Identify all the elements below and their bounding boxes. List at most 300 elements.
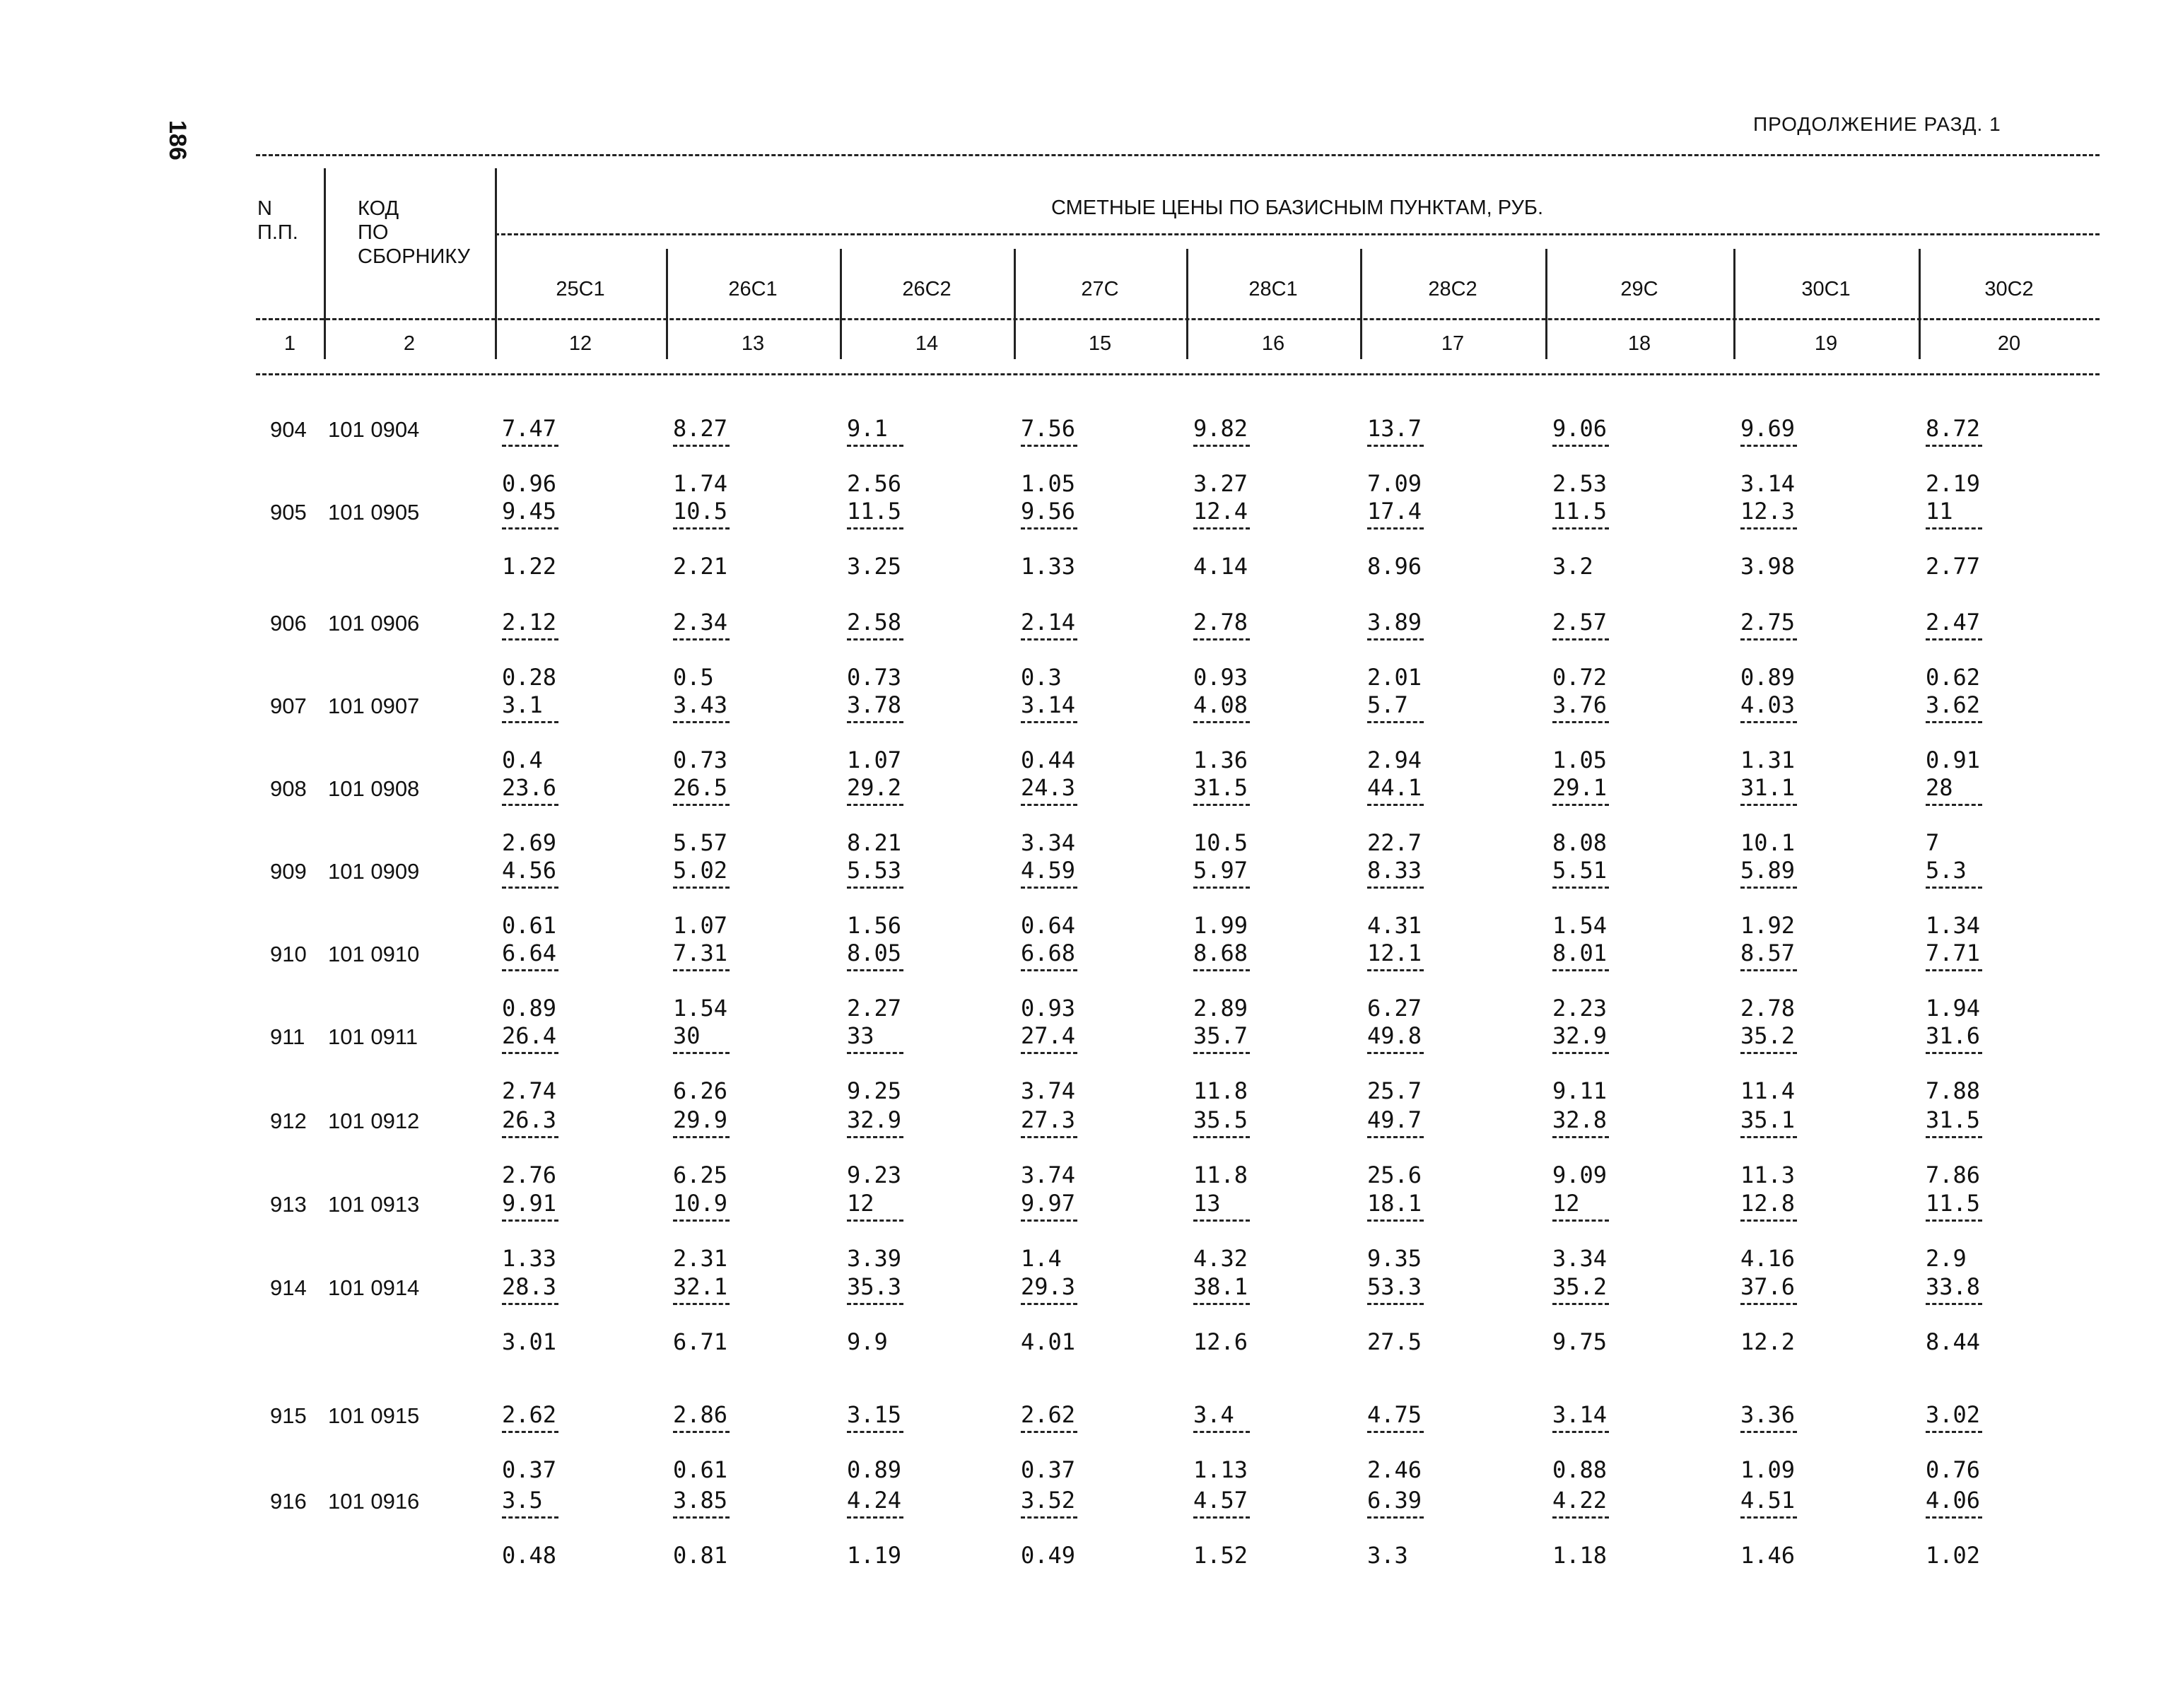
price-numerator: 12.4: [1193, 498, 1248, 525]
price-numerator: 11.5: [1926, 1190, 1981, 1217]
price-denominator: 1.09: [1740, 1456, 1796, 1483]
fraction-line: [1367, 1303, 1424, 1305]
price-numerator: 10.5: [673, 498, 728, 525]
fraction-line: [502, 1431, 558, 1433]
price-numerator: 3.15: [847, 1401, 902, 1428]
page-number: 186: [164, 120, 191, 160]
price-numerator: 24.3: [1021, 774, 1076, 801]
fraction-line: [1552, 804, 1609, 806]
fraction-line: [1021, 527, 1077, 530]
fraction-line: [673, 638, 730, 640]
price-denominator: 0.88: [1552, 1456, 1608, 1483]
fraction-line: [673, 1303, 730, 1305]
fraction-line: [1740, 445, 1797, 447]
price-numerator: 29.1: [1552, 774, 1608, 801]
price-denominator: 1.07: [847, 747, 902, 773]
price-denominator: 3.34: [1552, 1245, 1608, 1272]
row-code: 101 0916: [328, 1489, 420, 1514]
price-denominator: 2.46: [1367, 1456, 1422, 1483]
price-denominator: 2.53: [1552, 470, 1608, 497]
price-numerator: 11.5: [1552, 498, 1608, 525]
price-numerator: 8.72: [1926, 415, 1981, 442]
price-numerator: 3.4: [1193, 1401, 1234, 1428]
fraction-line: [847, 969, 903, 971]
price-denominator: 0.93: [1193, 664, 1248, 691]
fraction-line: [1367, 1052, 1424, 1054]
price-numerator: 12: [1552, 1190, 1580, 1217]
price-numerator: 3.14: [1552, 1401, 1608, 1428]
column-header-5: 28С1: [1248, 278, 1298, 300]
price-numerator: 6.68: [1021, 940, 1076, 966]
price-denominator: 2.9: [1926, 1245, 1967, 1272]
fraction-line: [1552, 445, 1609, 447]
price-denominator: 0.73: [673, 747, 728, 773]
price-numerator: 2.62: [1021, 1401, 1076, 1428]
price-numerator: 38.1: [1193, 1273, 1248, 1300]
fraction-line: [1740, 969, 1797, 971]
fraction-line: [502, 638, 558, 640]
price-numerator: 33: [847, 1022, 874, 1049]
fraction-line: [1021, 445, 1077, 447]
price-denominator: 3.27: [1193, 470, 1248, 497]
price-numerator: 4.24: [847, 1487, 902, 1514]
price-numerator: 13.7: [1367, 415, 1422, 442]
price-denominator: 2.19: [1926, 470, 1981, 497]
fraction-line: [1367, 1219, 1424, 1222]
fraction-line: [1552, 887, 1609, 889]
row-number: 914: [270, 1275, 307, 1300]
price-numerator: 11: [1926, 498, 1953, 525]
price-numerator: 3.43: [673, 691, 728, 718]
price-denominator: 1.07: [673, 912, 728, 939]
price-numerator: 9.82: [1193, 415, 1248, 442]
price-numerator: 4.06: [1926, 1487, 1981, 1514]
header-code-label: КОД ПО СБОРНИКУ: [358, 197, 470, 268]
price-numerator: 9.91: [502, 1190, 557, 1217]
price-numerator: 35.2: [1740, 1022, 1796, 1049]
price-numerator: 8.27: [673, 415, 728, 442]
price-denominator: 10.5: [1193, 829, 1248, 856]
price-denominator: 0.73: [847, 664, 902, 691]
fraction-line: [1552, 969, 1609, 971]
fraction-line: [1193, 1219, 1250, 1222]
index-cell-11: 20: [1997, 332, 2021, 355]
fraction-line: [1926, 445, 1982, 447]
price-denominator: 2.01: [1367, 664, 1422, 691]
price-denominator: 0.28: [502, 664, 557, 691]
fraction-line: [1552, 1431, 1609, 1433]
price-numerator: 26.4: [502, 1022, 557, 1049]
index-cell-2: 2: [403, 332, 416, 355]
price-denominator: 10.1: [1740, 829, 1796, 856]
fraction-line: [1740, 1052, 1797, 1054]
price-denominator: 0.64: [1021, 912, 1076, 939]
fraction-line: [673, 887, 730, 889]
fraction-line: [1021, 1431, 1077, 1433]
row-number: 911: [270, 1024, 305, 1049]
price-denominator: 0.62: [1926, 664, 1981, 691]
price-denominator: 1.36: [1193, 747, 1248, 773]
price-denominator: 2.94: [1367, 747, 1422, 773]
price-denominator: 1.34: [1926, 912, 1981, 939]
price-denominator: 2.31: [673, 1245, 728, 1272]
fraction-line: [1367, 1516, 1424, 1519]
price-numerator: 9.56: [1021, 498, 1076, 525]
price-numerator: 8.33: [1367, 857, 1422, 884]
price-numerator: 12.8: [1740, 1190, 1796, 1217]
price-numerator: 30: [673, 1022, 701, 1049]
price-numerator: 7.31: [673, 940, 728, 966]
fraction-line: [847, 1136, 903, 1138]
price-numerator: 31.1: [1740, 774, 1796, 801]
row-number: 913: [270, 1192, 307, 1217]
price-numerator: 28.3: [502, 1273, 557, 1300]
price-numerator: 32.8: [1552, 1106, 1608, 1133]
price-denominator: 8.44: [1926, 1328, 1981, 1355]
fraction-line: [1926, 969, 1982, 971]
fraction-line: [1552, 527, 1609, 530]
price-denominator: 1.19: [847, 1542, 902, 1569]
price-denominator: 0.37: [502, 1456, 557, 1483]
price-numerator: 4.03: [1740, 691, 1796, 718]
price-denominator: 25.7: [1367, 1077, 1422, 1104]
price-denominator: 2.74: [502, 1077, 557, 1104]
price-numerator: 4.59: [1021, 857, 1076, 884]
price-denominator: 9.11: [1552, 1077, 1608, 1104]
fraction-line: [1193, 1052, 1250, 1054]
index-cell-10: 19: [1814, 332, 1838, 355]
fraction-line: [1740, 638, 1797, 640]
price-denominator: 2.89: [1193, 995, 1248, 1022]
fraction-line: [847, 721, 903, 723]
price-denominator: 7.86: [1926, 1162, 1981, 1188]
price-numerator: 3.62: [1926, 691, 1981, 718]
row-code: 101 0914: [328, 1275, 420, 1300]
row-code: 101 0913: [328, 1192, 420, 1217]
fraction-line: [847, 1516, 903, 1519]
fraction-line: [1193, 527, 1250, 530]
row-code: 101 0907: [328, 694, 420, 718]
row-number: 906: [270, 611, 307, 636]
fraction-line: [502, 721, 558, 723]
row-number: 916: [270, 1489, 307, 1514]
fraction-line: [673, 1052, 730, 1054]
price-numerator: 32.9: [1552, 1022, 1608, 1049]
price-numerator: 31.6: [1926, 1022, 1981, 1049]
price-numerator: 35.3: [847, 1273, 902, 1300]
price-denominator: 4.16: [1740, 1245, 1796, 1272]
price-numerator: 4.22: [1552, 1487, 1608, 1514]
price-numerator: 31.5: [1193, 774, 1248, 801]
price-denominator: 1.02: [1926, 1542, 1981, 1569]
price-numerator: 12.3: [1740, 498, 1796, 525]
price-numerator: 2.62: [502, 1401, 557, 1428]
price-denominator: 0.91: [1926, 747, 1981, 773]
price-denominator: 1.31: [1740, 747, 1796, 773]
price-denominator: 3.39: [847, 1245, 902, 1272]
column-header-9: 30С2: [1984, 278, 2034, 300]
price-denominator: 2.56: [847, 470, 902, 497]
fraction-line: [1740, 527, 1797, 530]
column-header-3: 26С2: [902, 278, 952, 300]
header-mid-rule: [256, 318, 2100, 320]
fraction-line: [1193, 969, 1250, 971]
fraction-line: [847, 804, 903, 806]
row-code: 101 0905: [328, 500, 420, 525]
header-divider-num: [324, 168, 326, 359]
fraction-line: [1193, 1136, 1250, 1138]
price-numerator: 2.47: [1926, 609, 1981, 636]
price-denominator: 0.3: [1021, 664, 1062, 691]
price-numerator: 11.5: [847, 498, 902, 525]
price-numerator: 9.45: [502, 498, 557, 525]
fraction-line: [673, 527, 730, 530]
fraction-line: [1193, 638, 1250, 640]
price-denominator: 0.37: [1021, 1456, 1076, 1483]
fraction-line: [1021, 969, 1077, 971]
price-denominator: 1.22: [502, 553, 557, 580]
price-denominator: 2.78: [1740, 995, 1796, 1022]
price-denominator: 2.77: [1926, 553, 1981, 580]
fraction-line: [1926, 527, 1982, 530]
fraction-line: [1021, 721, 1077, 723]
fraction-line: [502, 1303, 558, 1305]
price-denominator: 7: [1926, 829, 1940, 856]
price-denominator: 2.69: [502, 829, 557, 856]
price-denominator: 0.76: [1926, 1456, 1981, 1483]
price-numerator: 23.6: [502, 774, 557, 801]
fraction-line: [847, 445, 903, 447]
price-denominator: 7.09: [1367, 470, 1422, 497]
price-denominator: 3.74: [1021, 1077, 1076, 1104]
price-numerator: 7.56: [1021, 415, 1076, 442]
fraction-line: [847, 1303, 903, 1305]
price-numerator: 18.1: [1367, 1190, 1422, 1217]
price-numerator: 32.1: [673, 1273, 728, 1300]
fraction-line: [502, 1052, 558, 1054]
column-header-6: 28С2: [1428, 278, 1477, 300]
fraction-line: [847, 1431, 903, 1433]
price-denominator: 11.4: [1740, 1077, 1796, 1104]
fraction-line: [1926, 721, 1982, 723]
price-denominator: 6.25: [673, 1162, 728, 1188]
column-header-4: 27С: [1081, 278, 1119, 300]
fraction-line: [1740, 1516, 1797, 1519]
price-denominator: 1.13: [1193, 1456, 1248, 1483]
index-cell-3: 12: [568, 332, 592, 355]
fraction-line: [502, 527, 558, 530]
fraction-line: [1740, 887, 1797, 889]
price-denominator: 9.23: [847, 1162, 902, 1188]
column-header-2: 26С1: [728, 278, 778, 300]
price-denominator: 8.96: [1367, 553, 1422, 580]
price-numerator: 37.6: [1740, 1273, 1796, 1300]
price-denominator: 1.54: [673, 995, 728, 1022]
fraction-line: [502, 1219, 558, 1222]
fraction-line: [1367, 887, 1424, 889]
row-code: 101 0908: [328, 776, 420, 801]
header-bottom-rule: [256, 373, 2100, 375]
row-code: 101 0910: [328, 942, 420, 966]
price-numerator: 3.02: [1926, 1401, 1981, 1428]
index-cell-5: 14: [915, 332, 939, 355]
price-denominator: 1.05: [1021, 470, 1076, 497]
price-denominator: 2.76: [502, 1162, 557, 1188]
fraction-line: [1021, 1516, 1077, 1519]
fraction-line: [1021, 1136, 1077, 1138]
index-cell-1: 1: [283, 332, 296, 355]
price-denominator: 3.14: [1740, 470, 1796, 497]
fraction-line: [1367, 1136, 1424, 1138]
price-numerator: 3.36: [1740, 1401, 1796, 1428]
price-denominator: 0.61: [502, 912, 557, 939]
price-numerator: 12: [847, 1190, 874, 1217]
price-denominator: 8.21: [847, 829, 902, 856]
fraction-line: [847, 1219, 903, 1222]
fraction-line: [1193, 1303, 1250, 1305]
fraction-line: [502, 445, 558, 447]
fraction-line: [1021, 1303, 1077, 1305]
price-denominator: 4.32: [1193, 1245, 1248, 1272]
fraction-line: [847, 1052, 903, 1054]
price-denominator: 6.71: [673, 1328, 728, 1355]
price-denominator: 12.6: [1193, 1328, 1248, 1355]
price-numerator: 26.3: [502, 1106, 557, 1133]
fraction-line: [1926, 1052, 1982, 1054]
price-numerator: 3.14: [1021, 691, 1076, 718]
fraction-line: [1021, 804, 1077, 806]
price-numerator: 3.5: [502, 1487, 543, 1514]
price-numerator: 7.47: [502, 415, 557, 442]
price-denominator: 9.25: [847, 1077, 902, 1104]
index-cell-9: 18: [1627, 332, 1651, 355]
fraction-line: [1926, 1431, 1982, 1433]
row-number: 905: [270, 500, 307, 525]
price-numerator: 5.53: [847, 857, 902, 884]
fraction-line: [1740, 804, 1797, 806]
row-number: 915: [270, 1403, 307, 1428]
price-denominator: 12.2: [1740, 1328, 1796, 1355]
fraction-line: [502, 804, 558, 806]
fraction-line: [673, 1516, 730, 1519]
fraction-line: [1367, 804, 1424, 806]
fraction-line: [502, 887, 558, 889]
header-sub-rule: [495, 233, 2100, 235]
price-numerator: 12.1: [1367, 940, 1422, 966]
price-denominator: 2.23: [1552, 995, 1608, 1022]
price-numerator: 4.51: [1740, 1487, 1796, 1514]
price-numerator: 33.8: [1926, 1273, 1981, 1300]
price-numerator: 3.52: [1021, 1487, 1076, 1514]
fraction-line: [1740, 1303, 1797, 1305]
price-numerator: 5.51: [1552, 857, 1608, 884]
fraction-line: [1552, 721, 1609, 723]
price-denominator: 1.99: [1193, 912, 1248, 939]
price-numerator: 4.75: [1367, 1401, 1422, 1428]
row-number: 909: [270, 859, 307, 884]
fraction-line: [1926, 1303, 1982, 1305]
price-numerator: 3.1: [502, 691, 543, 718]
fraction-line: [847, 887, 903, 889]
row-code: 101 0912: [328, 1109, 420, 1133]
price-denominator: 0.93: [1021, 995, 1076, 1022]
price-denominator: 2.21: [673, 553, 728, 580]
header-top-rule: [256, 154, 2100, 156]
price-denominator: 0.5: [673, 664, 714, 691]
fraction-line: [502, 1516, 558, 1519]
price-denominator: 1.94: [1926, 995, 1981, 1022]
fraction-line: [1926, 1516, 1982, 1519]
fraction-line: [1926, 1136, 1982, 1138]
fraction-line: [673, 721, 730, 723]
header-group-title: СМЕТНЫЕ ЦЕНЫ ПО БАЗИСНЫМ ПУНКТАМ, РУБ.: [1051, 197, 1543, 219]
price-numerator: 28: [1926, 774, 1953, 801]
price-numerator: 44.1: [1367, 774, 1422, 801]
price-numerator: 8.57: [1740, 940, 1796, 966]
fraction-line: [1926, 638, 1982, 640]
price-denominator: 9.09: [1552, 1162, 1608, 1188]
price-denominator: 0.48: [502, 1542, 557, 1569]
column-header-8: 30С1: [1801, 278, 1851, 300]
fraction-line: [1552, 1303, 1609, 1305]
price-numerator: 5.3: [1926, 857, 1967, 884]
price-denominator: 4.01: [1021, 1328, 1076, 1355]
price-numerator: 13: [1193, 1190, 1221, 1217]
price-denominator: 0.61: [673, 1456, 728, 1483]
price-numerator: 27.3: [1021, 1106, 1076, 1133]
price-numerator: 2.78: [1193, 609, 1248, 636]
price-denominator: 1.46: [1740, 1542, 1796, 1569]
fraction-line: [1926, 1219, 1982, 1222]
price-denominator: 11.3: [1740, 1162, 1796, 1188]
fraction-line: [1021, 1219, 1077, 1222]
fraction-line: [1193, 721, 1250, 723]
price-numerator: 9.06: [1552, 415, 1608, 442]
price-denominator: 1.18: [1552, 1542, 1608, 1569]
price-numerator: 27.4: [1021, 1022, 1076, 1049]
price-numerator: 4.57: [1193, 1487, 1248, 1514]
price-denominator: 1.52: [1193, 1542, 1248, 1569]
fraction-line: [1021, 887, 1077, 889]
price-numerator: 5.7: [1367, 691, 1408, 718]
fraction-line: [1193, 804, 1250, 806]
index-cell-4: 13: [741, 332, 765, 355]
fraction-line: [1193, 1516, 1250, 1519]
price-denominator: 1.54: [1552, 912, 1608, 939]
price-numerator: 35.1: [1740, 1106, 1796, 1133]
price-numerator: 26.5: [673, 774, 728, 801]
fraction-line: [1367, 969, 1424, 971]
price-denominator: 1.33: [1021, 553, 1076, 580]
price-denominator: 0.96: [502, 470, 557, 497]
price-numerator: 29.2: [847, 774, 902, 801]
row-number: 912: [270, 1109, 307, 1133]
row-number: 907: [270, 694, 307, 718]
price-denominator: 2.27: [847, 995, 902, 1022]
price-denominator: 1.4: [1021, 1245, 1062, 1272]
row-code: 101 0906: [328, 611, 420, 636]
fraction-line: [1740, 721, 1797, 723]
price-numerator: 5.97: [1193, 857, 1248, 884]
price-denominator: 5.57: [673, 829, 728, 856]
price-denominator: 3.3: [1367, 1542, 1408, 1569]
price-numerator: 49.7: [1367, 1106, 1422, 1133]
fraction-line: [1740, 1431, 1797, 1433]
price-numerator: 3.89: [1367, 609, 1422, 636]
fraction-line: [1552, 1052, 1609, 1054]
price-numerator: 3.85: [673, 1487, 728, 1514]
fraction-line: [673, 804, 730, 806]
